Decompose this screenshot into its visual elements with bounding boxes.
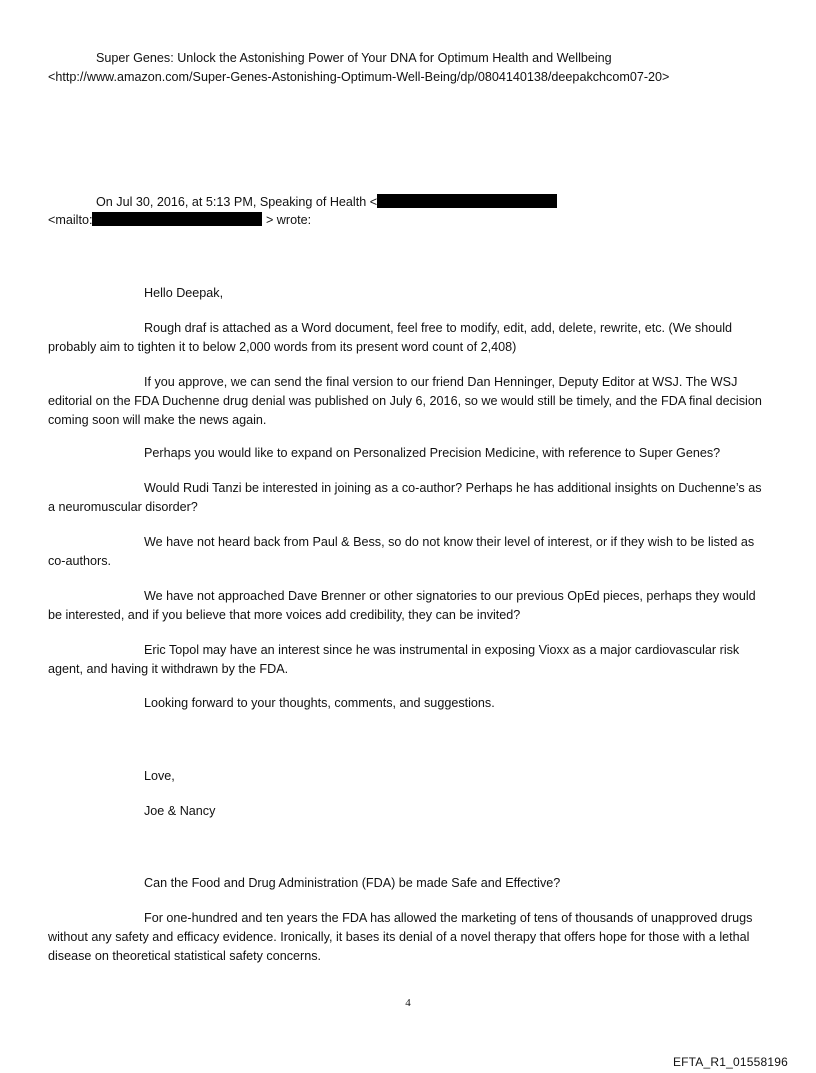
document-id: EFTA_R1_01558196 bbox=[672, 1055, 788, 1069]
redaction-box bbox=[92, 212, 262, 226]
email-paragraph: We have not approached Dave Brenner or other signatories to our previous OpEd pieces, perhaps they would be interested, and if you believe that more voices add credibility, they can be invited? bbox=[48, 589, 756, 622]
email-signature: Joe & Nancy bbox=[144, 804, 216, 818]
email-paragraph: We have not heard back from Paul & Bess, so do not know their level of interest, or if they wish to be listed as co-authors. bbox=[48, 535, 755, 568]
article-title: Can the Food and Drug Administration (FDA) be made Safe and Effective? bbox=[144, 876, 561, 890]
email-paragraph: Perhaps you would like to expand on Personalized Precision Medicine, with reference to Super Genes? bbox=[144, 446, 721, 460]
page-number: 4 bbox=[405, 997, 411, 1009]
book-url[interactable]: <http://www.amazon.com/Super-Genes-Astonishing-Optimum-Well-Being/dp/0804140138/deepakchcom07-20> bbox=[48, 70, 670, 84]
quote-header-text: On Jul 30, 2016, at 5:13 PM, Speaking of Health < bbox=[96, 195, 378, 209]
book-title: Super Genes: Unlock the Astonishing Power of Your DNA for Optimum Health and Wellbeing bbox=[96, 51, 612, 65]
quote-header-line2 bbox=[48, 211, 311, 230]
redaction-box bbox=[377, 194, 557, 208]
email-paragraph: Eric Topol may have an interest since he was instrumental in exposing Vioxx as a major cardiovascular risk agent, and having it withdrawn by the FDA. bbox=[48, 643, 740, 676]
email-paragraph: Rough draf is attached as a Word document, feel free to modify, edit, add, delete, rewrite, etc. (We should probably aim to tighten it to below 2,000 words from its present word count of 2,408) bbox=[48, 321, 733, 354]
email-paragraph: Would Rudi Tanzi be interested in joining as a co-author? Perhaps he has additional insights on Duchenne’s as a neuromuscular disorder? bbox=[48, 481, 762, 514]
mailto-label: <mailto: bbox=[48, 213, 93, 227]
email-paragraph: Looking forward to your thoughts, comments, and suggestions. bbox=[144, 696, 495, 710]
quote-header-line1 bbox=[96, 193, 557, 212]
email-greeting: Hello Deepak, bbox=[144, 286, 224, 300]
email-paragraph: If you approve, we can send the final version to our friend Dan Henninger, Deputy Editor at WSJ. The WSJ editorial on the FDA Duchenne drug denial was published on July 6, 2016, so we would still be timely, and the FDA final decision coming soon will make the news again. bbox=[48, 375, 762, 427]
wrote-label: > wrote: bbox=[265, 213, 312, 227]
email-closing: Love, bbox=[144, 769, 175, 783]
article-paragraph: For one-hundred and ten years the FDA has allowed the marketing of tens of thousands of unapproved drugs without any safety and efficacy evidence. Ironically, it bases its denial of a novel therapy that offers hope for those with a lethal disease on theoretical statistical safety concerns. bbox=[48, 911, 753, 963]
